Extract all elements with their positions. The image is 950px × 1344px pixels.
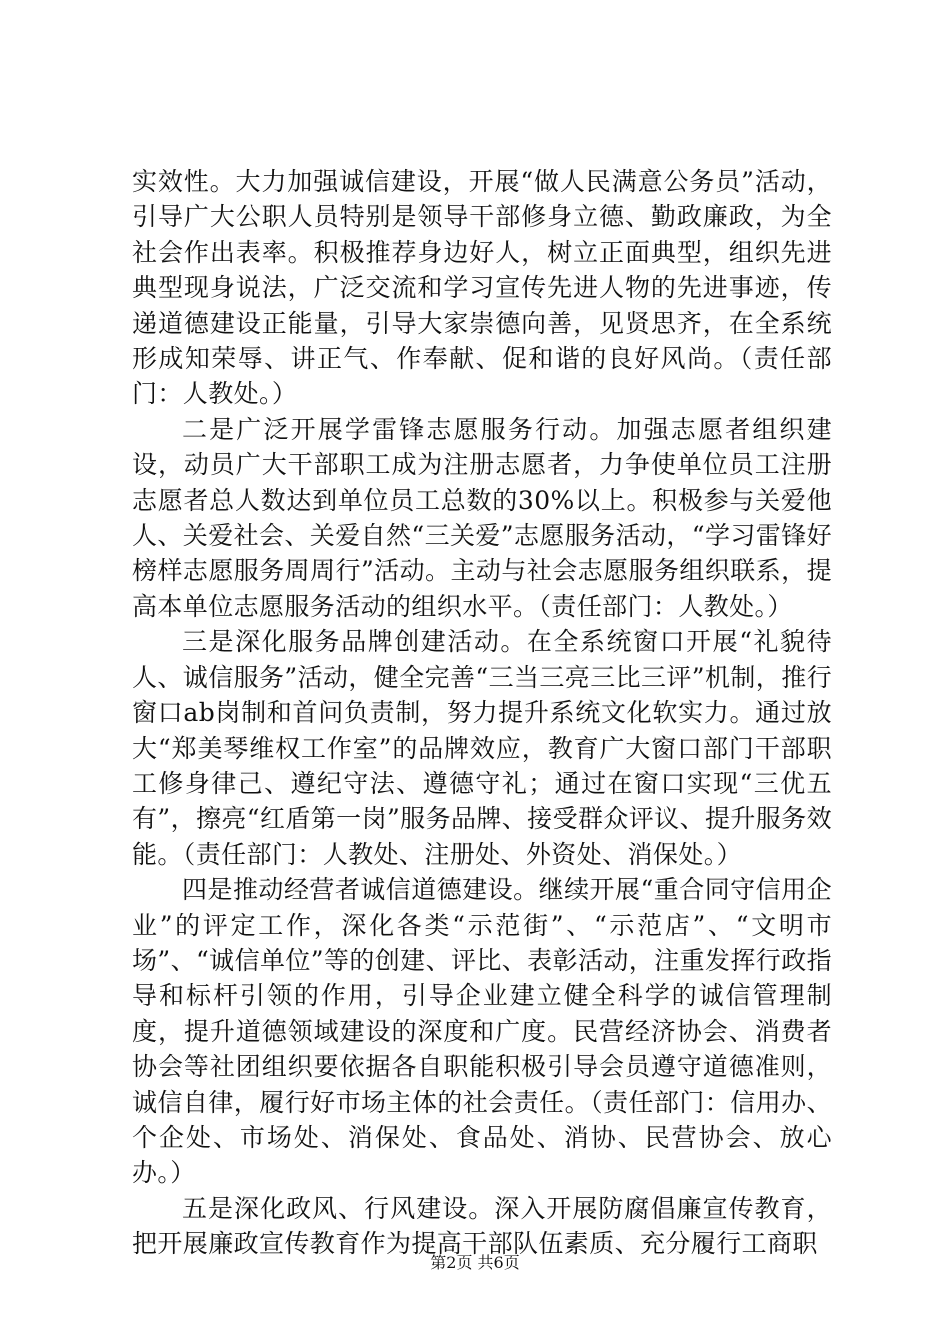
paragraph-4: 四是推动经营者诚信道德建设。继续开展“重合同守信用企业”的评定工作，深化各类“示范街”、“示范店”、“文明市场”、“诚信单位”等的创建、评比、表彰活动，注重发挥行政指导和标杆引领的作用，引导企业建立健全科学的诚信管理制度，提升道德领域建设的深度和广度。民营经济协会、消费者协会等社团组织要依据各自职能积极引导会员遵守道德准则，诚信自律，履行好市场主体的社会责任。（责任部门：信用办、个企处、市场处、消保处、食品处、消协、民营协会、放心办。） [132,875,832,1188]
paragraph-2: 二是广泛开展学雷锋志愿服务行动。加强志愿者组织建设，动员广大干部职工成为注册志愿者，力争使单位员工注册志愿者总人数达到单位员工总数的30%以上。积极参与关爱他人、关爱社会、关爱自然“三关爱”志愿服务活动，“学习雷锋好榜样志愿服务周周行”活动。主动与社会志愿服务组织联系，提高本单位志愿服务活动的组织水平。（责任部门：人教处。） [132,414,832,621]
document-body [132,164,832,1262]
paragraph-3: 三是深化服务品牌创建活动。在全系统窗口开展“礼貌待人、诚信服务”活动，健全完善“三当三亮三比三评”机制，推行窗口ab岗制和首问负责制，努力提升系统文化软实力。通过放大“郑美琴维权工作室”的品牌效应，教育广大窗口部门干部职工修身律己、遵纪守法、遵德守礼；通过在窗口实现“三优五有”，擦亮“红盾第一岗”服务品牌、接受群众评议、提升服务效能。（责任部门：人教处、注册处、外资处、消保处。） [132,627,832,869]
paragraph-1: 实效性。大力加强诚信建设，开展“做人民满意公务员”活动，引导广大公职人员特别是领导干部修身立德、勤政廉政，为全社会作出表率。积极推荐身边好人，树立正面典型，组织先进典型现身说法，广泛交流和学习宣传先进人物的先进事迹，传递道德建设正能量，引导大家崇德向善，见贤思齐，在全系统形成知荣辱、讲正气、作奉献、促和谐的良好风尚。（责任部门：人教处。） [132,167,832,409]
paragraph-5: 五是深化政风、行风建设。深入开展防腐倡廉宣传教育，把开展廉政宣传教育作为提高干部队伍素质、充分履行工商职 [132,1193,832,1259]
page-number-label: 第2页 共6页 [430,1253,520,1272]
page-footer [0,1253,950,1273]
